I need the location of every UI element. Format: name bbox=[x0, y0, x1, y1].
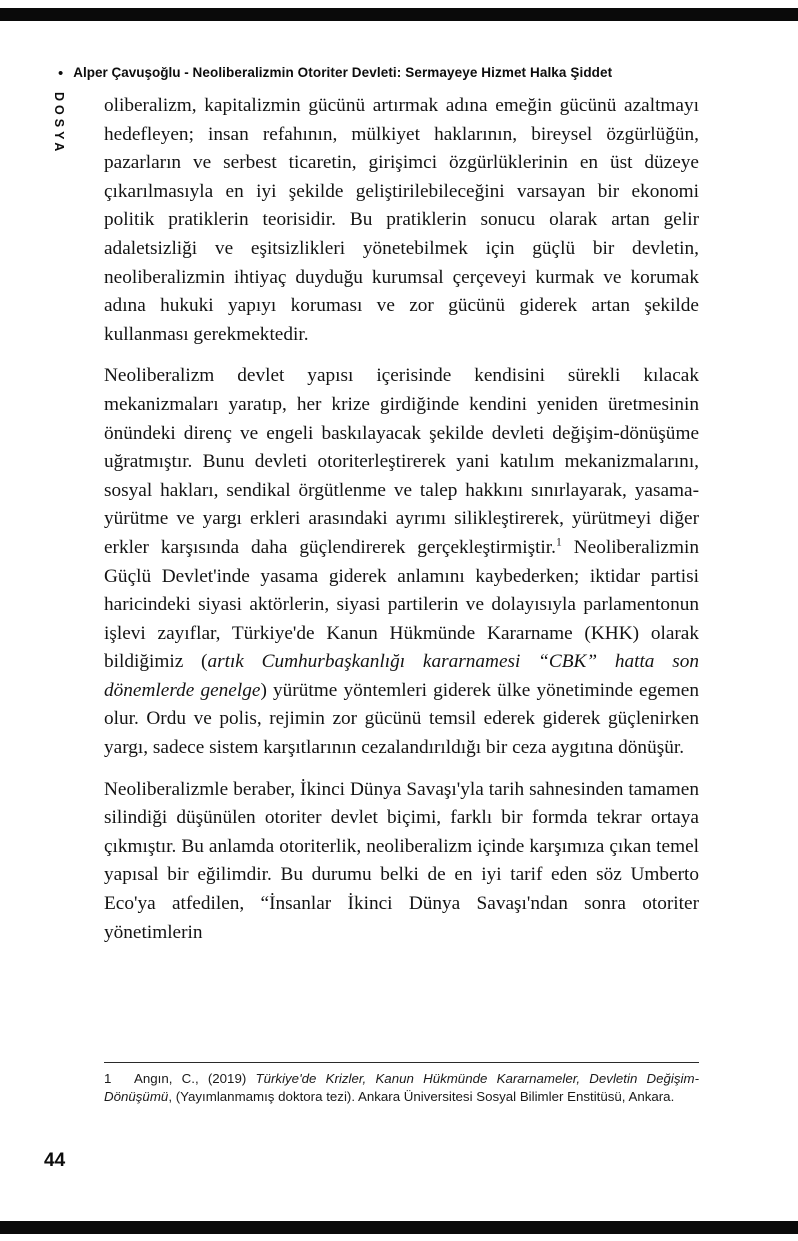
running-header bbox=[58, 64, 748, 82]
top-border-bar bbox=[0, 8, 798, 21]
footnote-number: 1 bbox=[104, 1071, 112, 1086]
page-number: 44 bbox=[44, 1150, 66, 1171]
header-author: Alper Çavuşoğlu - bbox=[73, 65, 193, 80]
header-article-title: Neoliberalizmin Otoriter Devleti: Sermayeye Hizmet Halka Şiddet bbox=[192, 65, 613, 80]
body-paragraph-1: oliberalizm, kapitalizmin gücünü artırmak adına emeğin gücünü azaltmayı hedefleyen; insan refahının, mülkiyet haklarının, bireysel özgürlüğün, pazarların ve serbest ticaretin, girişimci özgürlüklerinin en üst düzeye çıkarılmasıyla en iyi şekilde geliştirilebileceğini varsayan bir ekonomi politik pratiklerin teorisidir. Bu pratiklerin sonucu olarak artan gelir adaletsizliği ve eşitsizlikleri yönetebilmek için güçlü bir devletin, neoliberalizmin ihtiyaç duyduğu kurumsal çerçeveyi kurmak ve korumak adına hukuki yapıyı koruması ve zor gücünü giderek artan şekilde kullanması gerekmektedir. bbox=[104, 95, 699, 345]
footnote bbox=[104, 1062, 699, 1105]
footnote-text: Angın, C., (2019) Türkiye'de Krizler, Kanun Hükmünde Kararnameler, Devletin Değişim-Dönüşümü, (Yayımlanmamış doktora tezi). Ankara Üniversitesi Sosyal Bilimler Enstitüsü, Ankara. bbox=[104, 1071, 699, 1104]
body-paragraph-2: Neoliberalizm devlet yapısı içerisinde kendisini sürekli kılacak mekanizmaları yaratıp, her krize girdiğinde kendini yeniden üretmesinin önündeki direnç ve engeli baskılayacak şekilde devleti değişim-dönüşüme uğratmıştır. Bunu devleti otoriterleştirerek yani katılım mekanizmalarını, sosyal hakları, sendikal örgütlenme ve talep hakkını sınırlayarak, yasama-yürütme ve yargı erkleri arasındaki ayrımı silikleştirerek, yürütmeyi diğer erkler karşısında daha güçlendirerek gerçekleştirmiştir.$^1$ Neoliberalizmin Güçlü Devlet'inde yasama giderek anlamını kaybederken; iktidar partisi haricindeki siyasi aktörlerin, siyasi partilerin ve dolayısıyla parlamentonun işlevi zayıflar, Türkiye'de Kanun Hükmünde Kararname (KHK) olarak bildiğimiz (artık Cumhurbaşkanlığı kararnamesi “CBK” hatta son dönemlerde genelge) yürütme yöntemleri giderek ülke yönetiminde egemen olur. Ordu ve polis, rejimin zor gücünü temsil ederek giderek güçlenirken yargı, sadece sistem karşıtlarının cezalandırıldığı bir ceza aygıtına dönüşür. bbox=[104, 365, 699, 759]
header-bullet-icon: • bbox=[58, 65, 64, 82]
bottom-border-bar bbox=[0, 1221, 798, 1234]
article-body bbox=[104, 92, 699, 960]
section-label-dosya: DOSYA bbox=[52, 92, 66, 156]
body-paragraph-3: Neoliberalizmle beraber, İkinci Dünya Savaşı'yla tarih sahnesinden tamamen silindiği düşünülen otoriter devlet biçimi, farklı bir formda tekrar ortaya çıkmıştır. Bu anlamda otoriterlik, neoliberalizm içinde karşımıza çıkan temel yapısal bir eğilimdir. Bu durumu belki de en iyi tarif eden söz Umberto Eco'ya atfedilen, “İnsanlar İkinci Dünya Savaşı'ndan sonra otoriter yönetimlerin bbox=[104, 778, 699, 943]
